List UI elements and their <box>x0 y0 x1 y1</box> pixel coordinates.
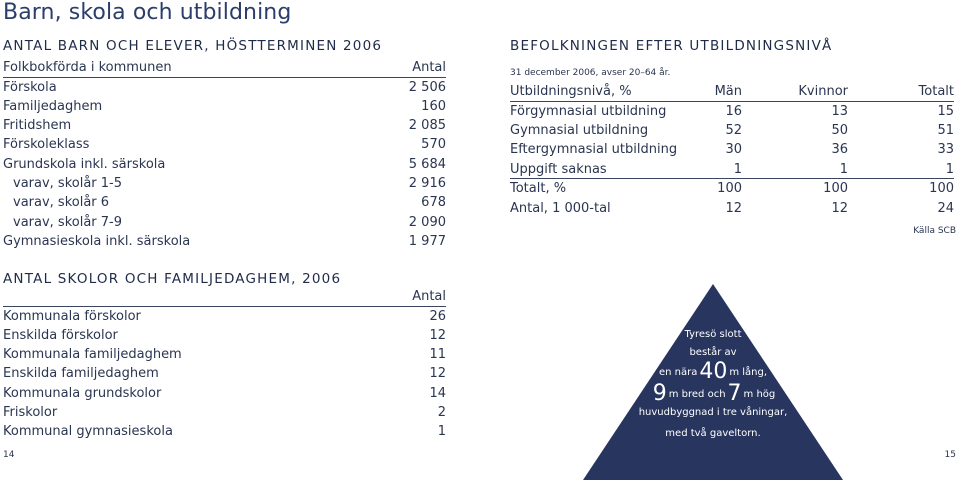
triangle-line-1: Tyresö slott <box>684 329 742 340</box>
cell: 51 <box>937 122 954 138</box>
cell: 100 <box>848 179 954 198</box>
cell: 100 <box>680 179 742 198</box>
row-label: varav, skolår 6 <box>13 195 110 211</box>
cell: 36 <box>831 142 848 158</box>
header-value: Antal <box>373 58 446 77</box>
section-heading-utbildningsniva: BEFOLKNINGEN EFTER UTBILDNINGSNIVÅ <box>510 38 833 54</box>
table-row-total <box>510 179 954 198</box>
row-value: 11 <box>429 347 446 363</box>
cell: 1 <box>945 161 954 177</box>
table-row <box>510 160 954 179</box>
row-value: 2 506 <box>408 79 446 95</box>
row-label: Kommunal gymnasieskola <box>3 424 173 440</box>
header-value: Antal <box>376 287 446 306</box>
page-number-left: 14 <box>3 450 15 460</box>
triangle-big-number: 9 <box>652 381 667 406</box>
triangle-big-number: 7 <box>727 381 742 406</box>
cell: 16 <box>725 103 742 119</box>
row-label: varav, skolår 1-5 <box>13 175 123 191</box>
triangle-line-6: med två gaveltorn. <box>665 428 761 439</box>
header-spacer <box>3 287 376 306</box>
table-row <box>3 403 446 422</box>
triangle-big-number: 40 <box>699 359 728 384</box>
cell: 24 <box>937 200 954 216</box>
header-label: Folkbokförda i kommunen <box>3 58 373 77</box>
triangle-text: m lång, <box>729 367 768 378</box>
table-row <box>3 232 446 251</box>
table-row <box>3 345 446 364</box>
section-heading-barn-elever: ANTAL BARN OCH ELEVER, HÖSTTERMINEN 2006 <box>3 38 383 54</box>
row-value: 2 090 <box>408 214 446 230</box>
row-label: Enskilda familjedaghem <box>3 366 159 382</box>
table-row <box>3 154 446 173</box>
row-value: 2 916 <box>408 175 446 191</box>
table-row <box>3 306 446 325</box>
row-value: 1 <box>437 424 446 440</box>
row-value: 160 <box>421 98 446 114</box>
table-row <box>3 116 446 135</box>
row-value: 1 977 <box>408 233 446 249</box>
row-value: 2 085 <box>408 118 446 134</box>
cell: 50 <box>831 122 848 138</box>
section-heading-skolor: ANTAL SKOLOR OCH FAMILJEDAGHEM, 2006 <box>3 271 342 287</box>
row-value: 12 <box>429 327 446 343</box>
table-row <box>3 326 446 345</box>
cell: 33 <box>937 142 954 158</box>
row-label: Förskoleklass <box>3 137 90 153</box>
table-row <box>510 121 954 140</box>
table-row <box>510 140 954 159</box>
table-header-row <box>3 58 446 77</box>
column-header: Kvinnor <box>742 82 848 101</box>
row-label: Fritidshem <box>3 118 72 134</box>
cell: 12 <box>725 200 742 216</box>
row-label: Kommunala familjedaghem <box>3 347 182 363</box>
table-row <box>3 422 446 441</box>
table-barn-elever <box>3 58 446 251</box>
table-skolor <box>3 287 446 441</box>
cell: Gymnasial utbildning <box>510 122 649 138</box>
row-value: 14 <box>429 385 446 401</box>
row-value: 678 <box>421 195 446 211</box>
row-value: 570 <box>421 137 446 153</box>
column-header: Totalt <box>848 82 954 101</box>
table-header-row <box>510 82 954 101</box>
page-number-right: 15 <box>944 450 956 460</box>
table-utbildningsniva <box>510 82 954 218</box>
cell: 13 <box>831 103 848 119</box>
row-value: 26 <box>429 308 446 324</box>
cell: 100 <box>742 179 848 198</box>
row-value: 2 <box>437 404 446 420</box>
triangle-line-2: består av <box>689 347 737 358</box>
row-label: Gymnasieskola inkl. särskola <box>3 233 191 249</box>
cell: 52 <box>725 122 742 138</box>
cell: Antal, 1 000-tal <box>510 200 611 216</box>
table-row <box>3 212 446 231</box>
row-label: Grundskola inkl. särskola <box>3 156 166 172</box>
cell: 1 <box>839 161 848 177</box>
cell: 12 <box>831 200 848 216</box>
page-title: Barn, skola och utbildning <box>3 0 292 25</box>
row-value: 5 684 <box>408 156 446 172</box>
source-note: Källa SCB <box>913 226 956 236</box>
row-label: Kommunala grundskolor <box>3 385 162 401</box>
table-row <box>510 101 954 120</box>
table-row <box>3 135 446 154</box>
row-label: varav, skolår 7-9 <box>13 214 123 230</box>
cell: Förgymnasial utbildning <box>510 103 667 119</box>
table-row <box>3 193 446 212</box>
cell: 30 <box>725 142 742 158</box>
row-label: Förskola <box>3 79 57 95</box>
table-row <box>3 174 446 193</box>
row-value: 12 <box>429 366 446 382</box>
cell: Totalt, % <box>510 179 680 198</box>
cell: Uppgift saknas <box>510 161 607 177</box>
row-label: Friskolor <box>3 404 58 420</box>
triangle-line-5: huvudbyggnad i tre våningar, <box>638 407 788 418</box>
table-row <box>3 364 446 383</box>
table-row <box>3 97 446 116</box>
column-header: Utbildningsnivå, % <box>510 82 680 101</box>
table-row <box>3 383 446 402</box>
table-note: 31 december 2006, avser 20–64 år. <box>510 68 671 78</box>
cell: 1 <box>733 161 742 177</box>
table-row <box>3 77 446 96</box>
row-label: Kommunala förskolor <box>3 308 141 324</box>
triangle-text: m bred och <box>668 389 726 400</box>
triangle-text: m hög <box>743 389 776 400</box>
triangle-line-4 <box>583 381 843 406</box>
row-label: Enskilda förskolor <box>3 327 118 343</box>
row-label: Familjedaghem <box>3 98 103 114</box>
table-row <box>510 198 954 217</box>
cell: 15 <box>937 103 954 119</box>
table-header-row <box>3 287 446 306</box>
triangle-text: en nära <box>658 367 698 378</box>
cell: Eftergymnasial utbildning <box>510 142 678 158</box>
column-header: Män <box>680 82 742 101</box>
